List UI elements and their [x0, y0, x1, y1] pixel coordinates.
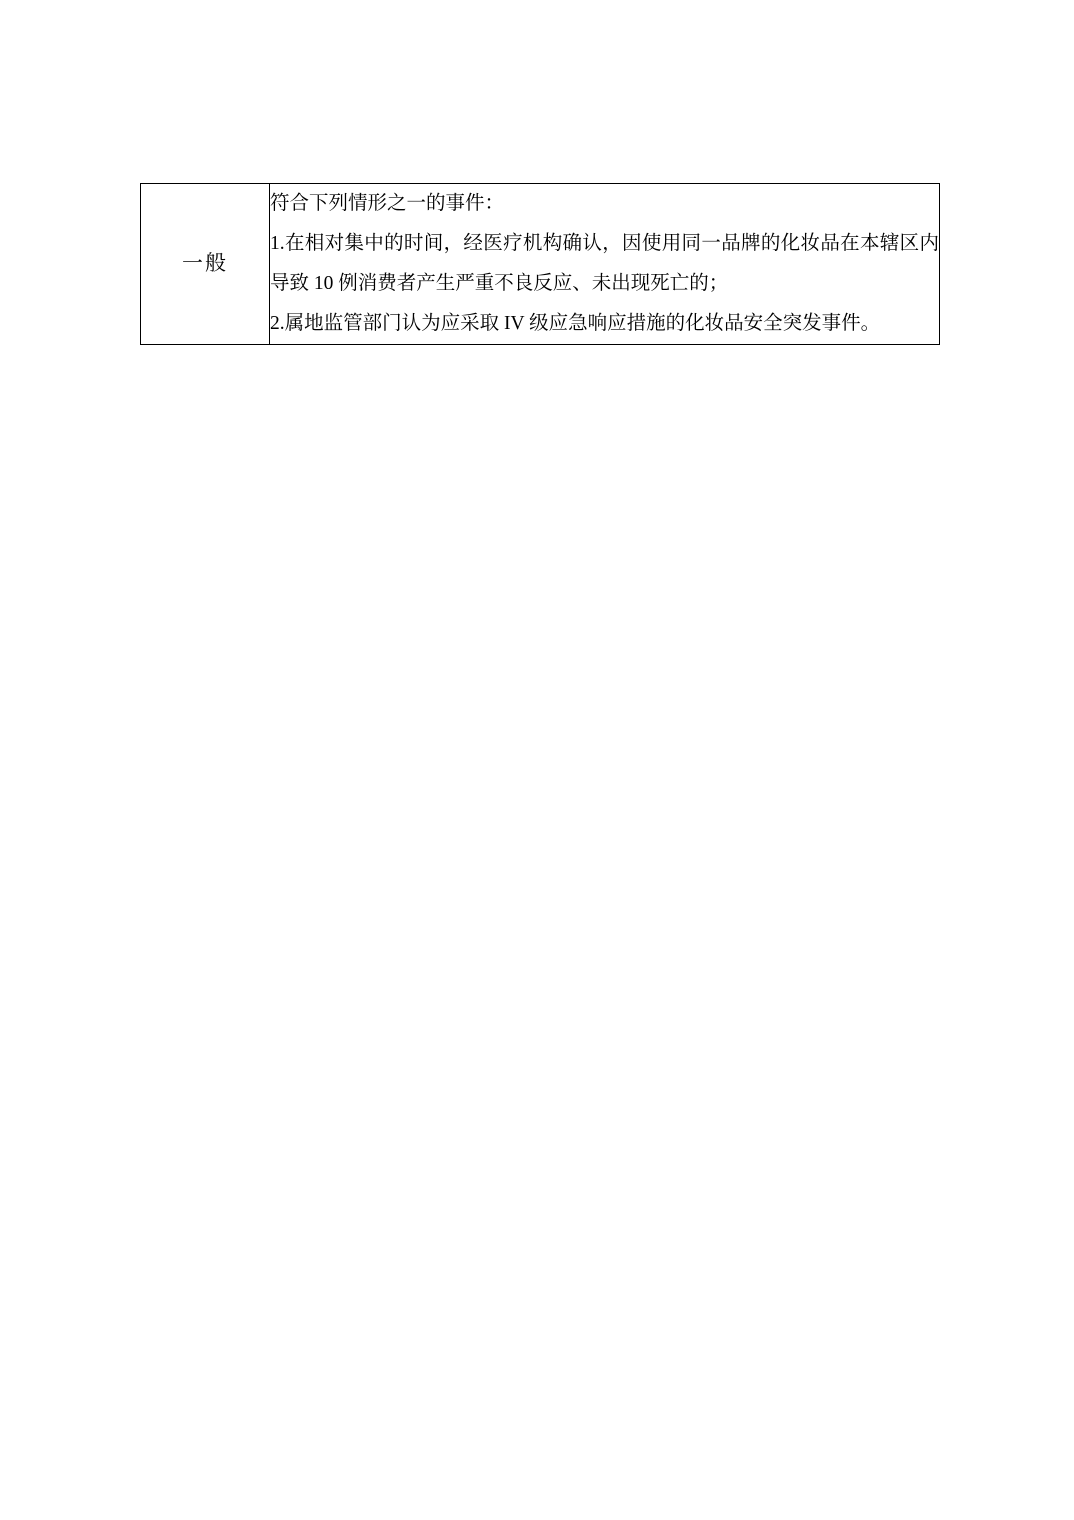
description-line-2: 2.属地监管部门认为应采取 IV 级应急响应措施的化妆品安全突发事件。	[270, 312, 881, 334]
description-line-1: 1.在相对集中的时间，经医疗机构确认，因使用同一品牌的化妆品在本辖区内导致 10 例消费者产生严重不良反应、未出现死亡的；	[270, 232, 939, 294]
description-line-intro: 符合下列情形之一的事件：	[270, 193, 505, 214]
event-level-cell: 一般	[141, 184, 270, 345]
event-level-table	[140, 183, 940, 345]
event-description-cell	[270, 184, 940, 345]
table-body	[141, 184, 940, 345]
table-row	[141, 184, 940, 345]
